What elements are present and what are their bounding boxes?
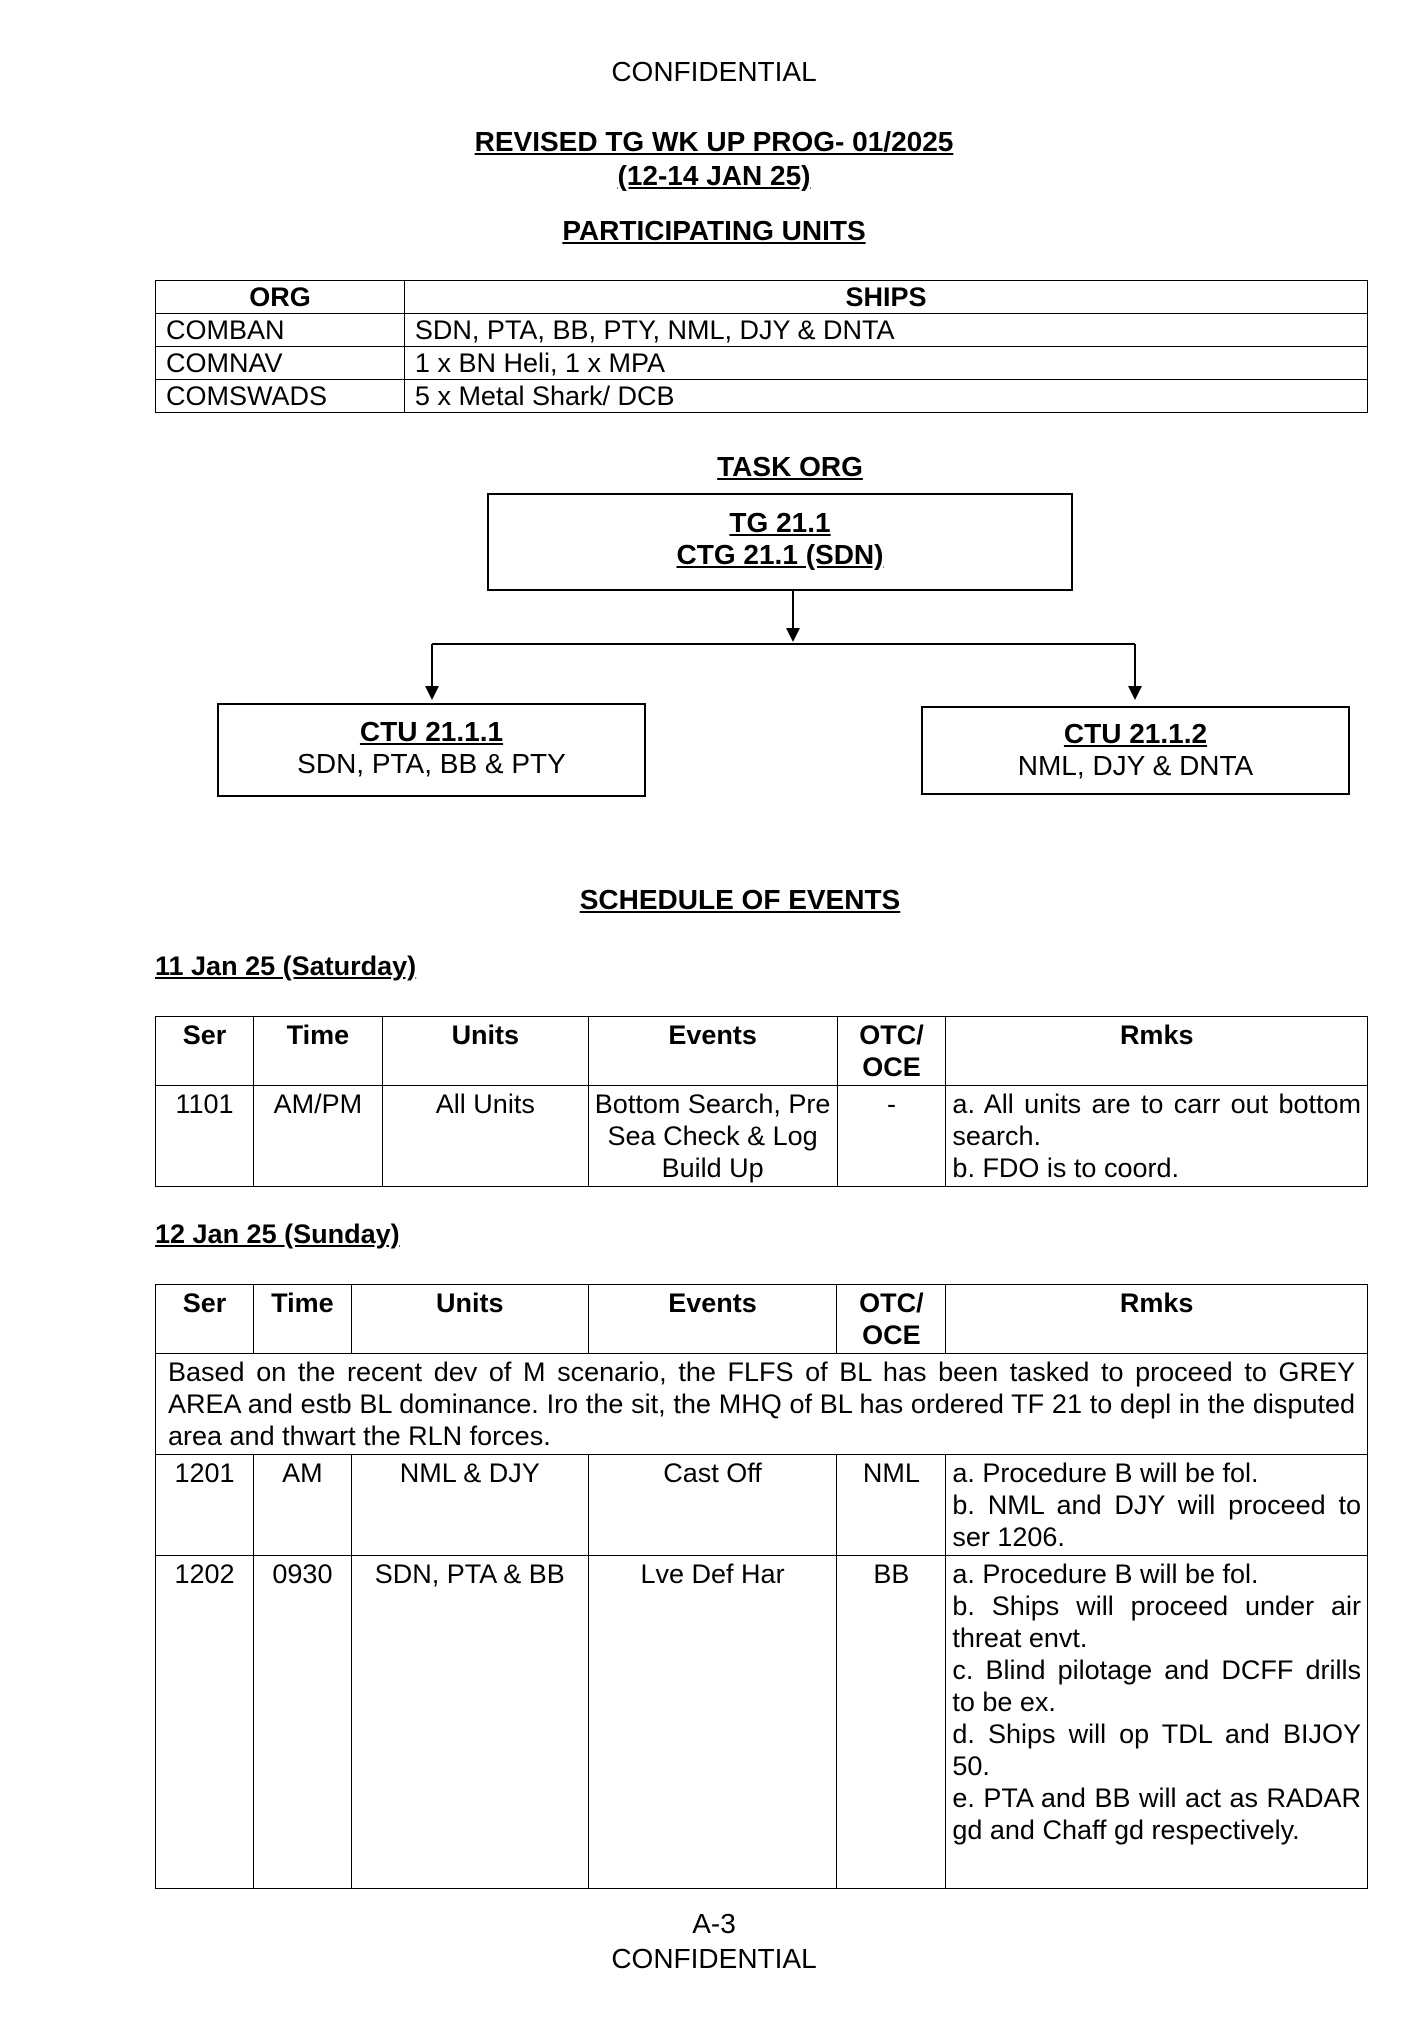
classification-header: CONFIDENTIAL <box>611 56 817 87</box>
events-cell: Lve Def Har <box>588 1556 837 1889</box>
table-header-row <box>156 1017 1368 1086</box>
column-header-events: Events <box>588 1017 837 1086</box>
column-header-ser: Ser <box>156 1017 254 1086</box>
task-group-commander: CTG 21.1 (SDN) <box>676 539 884 570</box>
remark-item: b. Ships will proceed under air threat envt. <box>952 1591 1361 1653</box>
participating-units-heading: PARTICIPATING UNITS <box>562 215 866 246</box>
ser-cell: 1202 <box>156 1556 254 1889</box>
task-unit-box-1 <box>217 703 646 797</box>
scenario-text: Based on the recent dev of M scenario, the FLFS of BL has been tasked to proceed to GREY AREA and estb BL dominance. Iro the sit, the MHQ of BL has ordered TF 21 to depl in the disputed area and thwart the RLN forces. <box>156 1354 1368 1455</box>
table-row <box>156 1556 1368 1889</box>
column-header-units: Units <box>382 1017 588 1086</box>
task-group-title: TG 21.1 <box>729 507 831 538</box>
otc-cell: BB <box>837 1556 946 1889</box>
ser-cell: 1101 <box>156 1086 254 1187</box>
task-unit-title: CTU 21.1.1 <box>359 716 504 747</box>
document-date-range: (12-14 JAN 25) <box>617 160 811 191</box>
column-header-otc: OTC/ OCE <box>837 1285 946 1354</box>
arrow-down-icon <box>786 628 800 642</box>
ships-cell: 5 x Metal Shark/ DCB <box>404 380 1367 413</box>
column-header-otc: OTC/ OCE <box>837 1017 946 1086</box>
ships-cell: SDN, PTA, BB, PTY, NML, DJY & DNTA <box>404 314 1367 347</box>
units-cell: SDN, PTA & BB <box>351 1556 588 1889</box>
units-cell: All Units <box>382 1086 588 1187</box>
remark-item: a. Procedure B will be fol. <box>952 1559 1259 1589</box>
remark-item: a. Procedure B will be fol. <box>952 1458 1259 1488</box>
ships-cell: 1 x BN Heli, 1 x MPA <box>404 347 1367 380</box>
time-cell: AM/PM <box>253 1086 382 1187</box>
column-header-rmks: Rmks <box>946 1285 1368 1354</box>
classification-footer: CONFIDENTIAL <box>611 1943 817 1974</box>
schedule-heading: SCHEDULE OF EVENTS <box>579 884 901 915</box>
day-heading: 11 Jan 25 (Saturday) <box>155 951 417 981</box>
remark-item: c. Blind pilotage and DCFF drills to be ex. <box>952 1655 1361 1717</box>
task-unit-members: SDN, PTA, BB & PTY <box>297 748 566 779</box>
units-cell: NML & DJY <box>351 1455 588 1556</box>
column-header-time: Time <box>253 1017 382 1086</box>
table-row <box>156 1455 1368 1556</box>
column-header-rmks: Rmks <box>946 1017 1368 1086</box>
arrow-down-icon <box>1128 686 1142 700</box>
document-title: REVISED TG WK UP PROG- 01/2025 <box>474 126 954 157</box>
otc-cell: NML <box>837 1455 946 1556</box>
rmks-cell <box>946 1556 1368 1889</box>
schedule-table-day1 <box>155 1016 1368 1187</box>
events-cell: Bottom Search, Pre Sea Check & Log Build Up <box>588 1086 837 1187</box>
org-cell: COMBAN <box>156 314 405 347</box>
scenario-row <box>156 1354 1368 1455</box>
remark-item: d. Ships will op TDL and BIJOY 50. <box>952 1719 1361 1781</box>
column-header-ships: SHIPS <box>404 281 1367 314</box>
task-org-heading: TASK ORG <box>717 451 863 482</box>
ser-cell: 1201 <box>156 1455 254 1556</box>
task-unit-title: CTU 21.1.2 <box>1063 718 1208 749</box>
time-cell: AM <box>253 1455 351 1556</box>
task-org-connectors <box>0 0 1428 800</box>
column-header-ser: Ser <box>156 1285 254 1354</box>
org-cell: COMNAV <box>156 347 405 380</box>
column-header-time: Time <box>253 1285 351 1354</box>
day-heading: 12 Jan 25 (Sunday) <box>155 1219 400 1249</box>
remark-item: a. All units are to carr out bottom search. <box>952 1089 1361 1151</box>
remark-item: b. NML and DJY will proceed to ser 1206. <box>952 1490 1361 1552</box>
otc-cell: - <box>837 1086 946 1187</box>
page-number: A-3 <box>692 1908 736 1939</box>
table-header-row <box>156 1285 1368 1354</box>
rmks-cell <box>946 1086 1368 1187</box>
time-cell: 0930 <box>253 1556 351 1889</box>
rmks-cell <box>946 1455 1368 1556</box>
column-header-org: ORG <box>156 281 405 314</box>
org-cell: COMSWADS <box>156 380 405 413</box>
column-header-units: Units <box>351 1285 588 1354</box>
task-unit-members: NML, DJY & DNTA <box>1017 750 1254 781</box>
events-cell: Cast Off <box>588 1455 837 1556</box>
remark-item: b. FDO is to coord. <box>952 1153 1179 1183</box>
arrow-down-icon <box>425 686 439 700</box>
table-row <box>156 1086 1368 1187</box>
column-header-events: Events <box>588 1285 837 1354</box>
task-unit-box-2 <box>921 706 1350 795</box>
schedule-table-day2 <box>155 1284 1368 1889</box>
remark-item: e. PTA and BB will act as RADAR gd and Chaff gd respectively. <box>952 1783 1361 1845</box>
